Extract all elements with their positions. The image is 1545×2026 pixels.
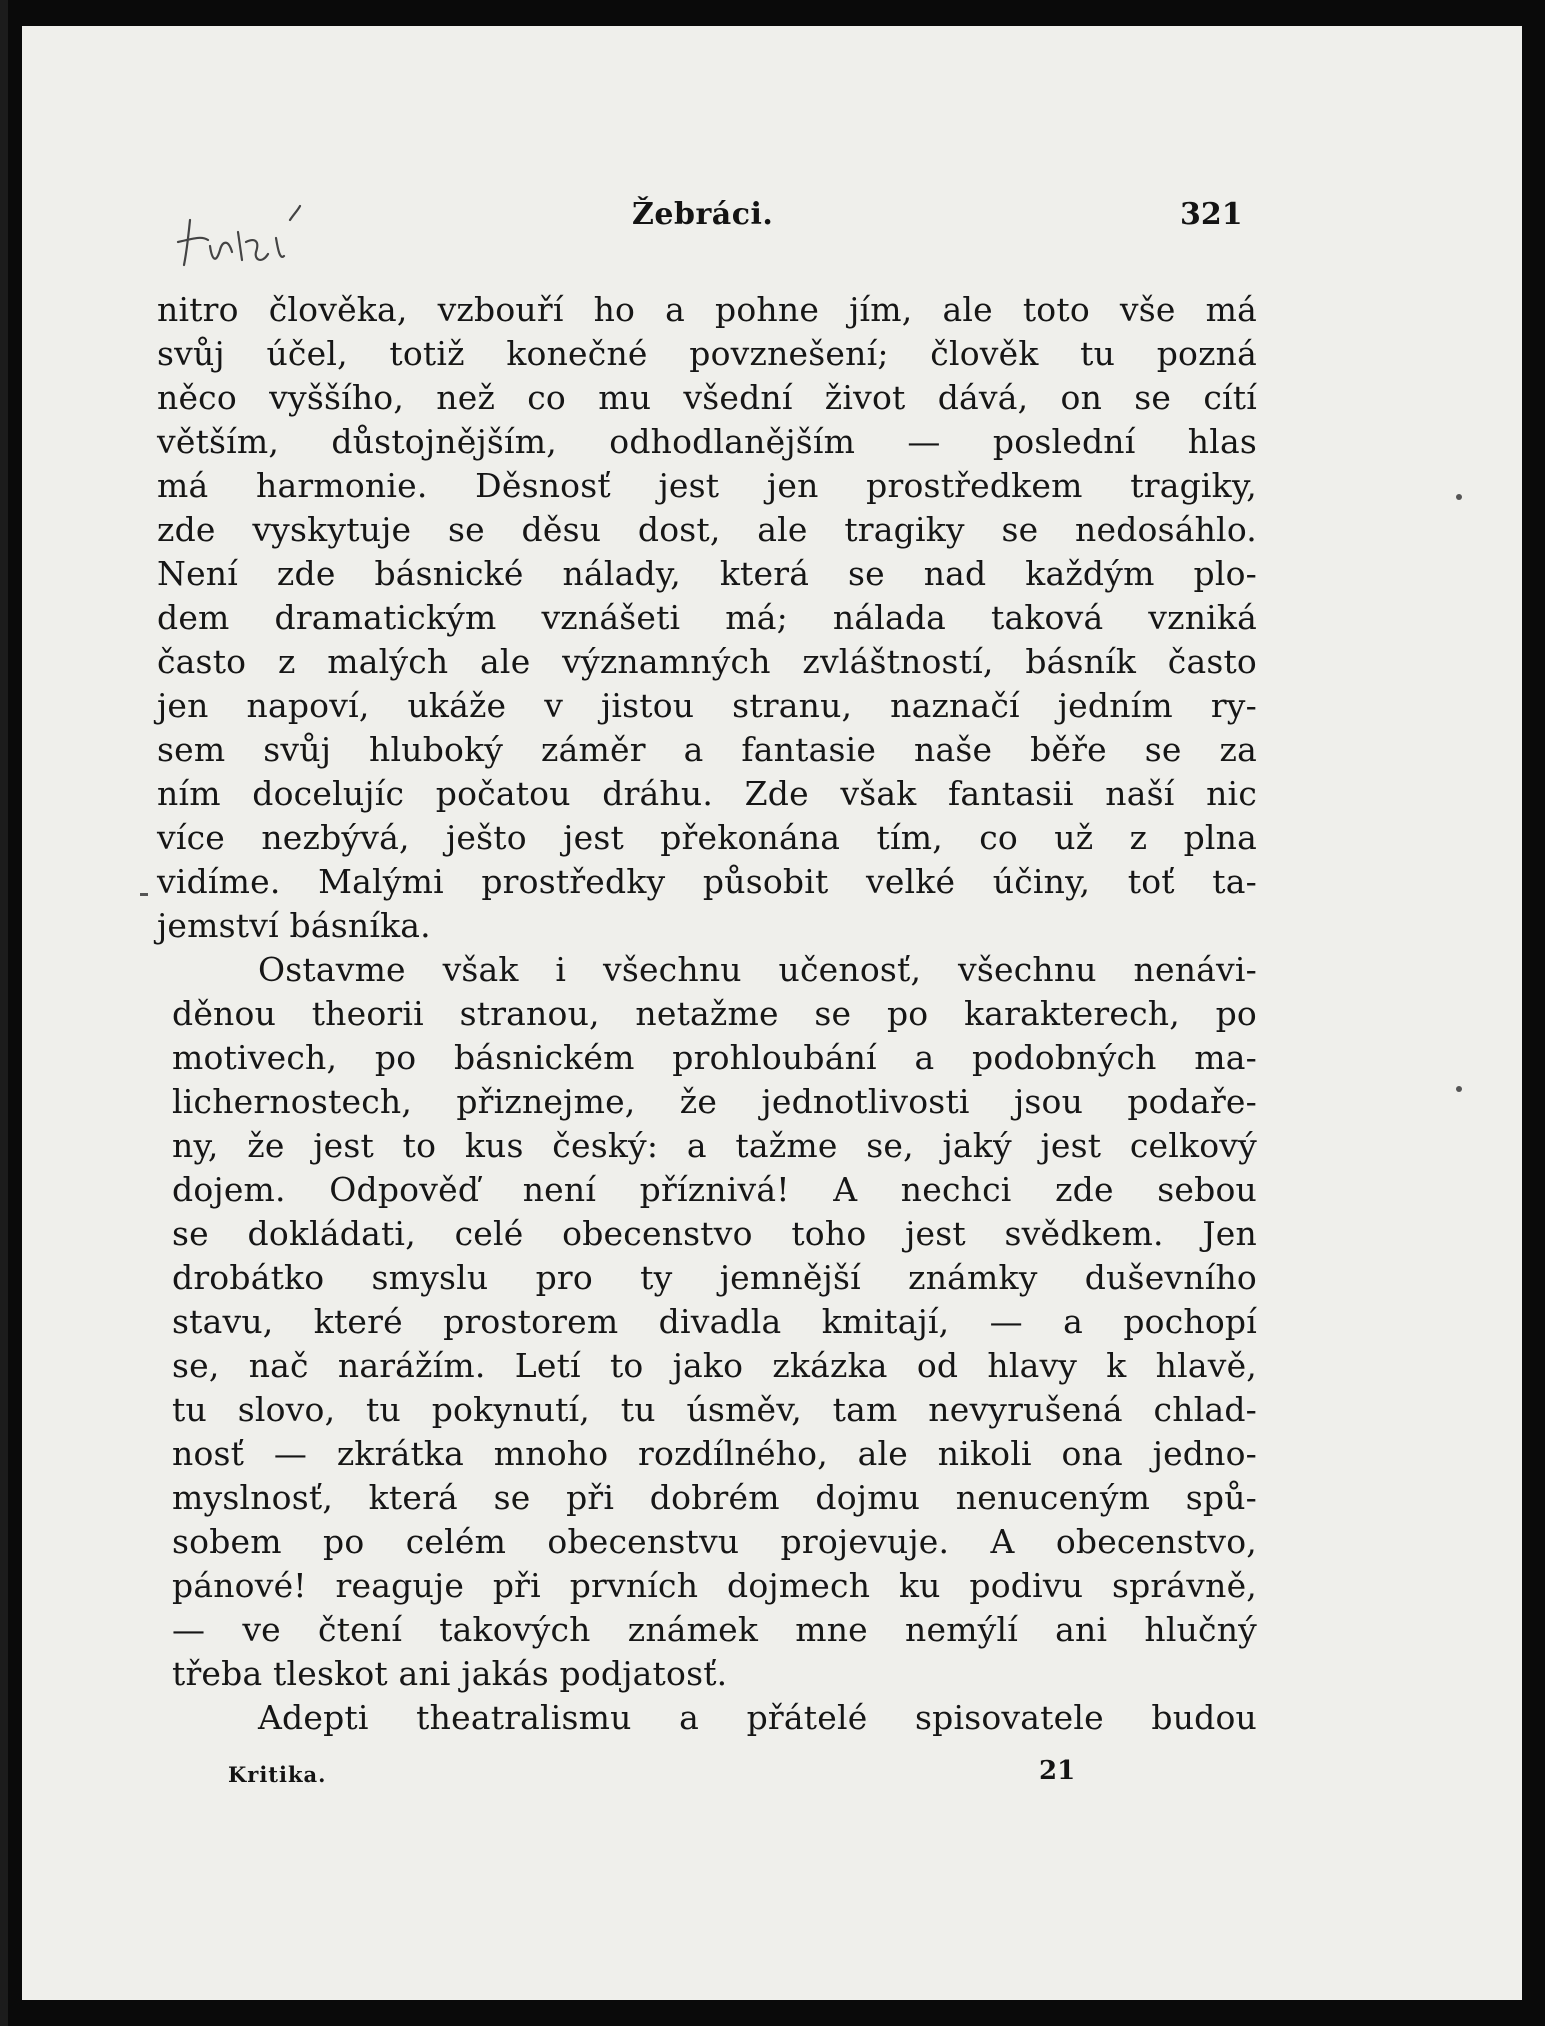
- text-line: Není zde básnické nálady, která se nad každým plo-: [157, 554, 1257, 593]
- margin-dot: [1456, 1086, 1462, 1092]
- text-line: myslnosť, která se při dobrém dojmu nenuceným spů-: [172, 1478, 1257, 1517]
- chapter-title: Žebráci.: [632, 197, 774, 232]
- text-line: drobátko smyslu pro ty jemnější známky duševního: [172, 1258, 1257, 1297]
- text-line: třeba tleskot ani jakás podjatosť.: [172, 1654, 728, 1693]
- text-line: vidíme. Malými prostředky působit velké účiny, toť ta-: [157, 862, 1257, 901]
- text-line: jen napoví, ukáže v jistou stranu, naznačí jedním ry-: [157, 686, 1257, 725]
- text-line: svůj účel, totiž konečné povznešení; člověk tu pozná: [157, 334, 1257, 373]
- margin-tick: [140, 893, 148, 896]
- text-line: lichernostech, přiznejme, že jednotlivosti jsou podaře-: [172, 1082, 1257, 1121]
- text-line: pánové! reaguje při prvních dojmech ku podivu správně,: [172, 1566, 1257, 1605]
- text-line: dem dramatickým vznášeti má; nálada taková vzniká: [157, 598, 1257, 637]
- text-line: více nezbývá, ješto jest překonána tím, co už z plna: [157, 818, 1257, 857]
- text-line: tu slovo, tu pokynutí, tu úsměv, tam nevyrušená chlad-: [172, 1390, 1257, 1429]
- text-line: dojem. Odpověď není příznivá! A nechci zde sebou: [172, 1170, 1257, 1209]
- text-line: ny, že jest to kus český: a tažme se, jaký jest celkový: [172, 1126, 1257, 1165]
- text-line-paragraph-start: Ostavme však i všechnu učenosť, všechnu nenávi-: [258, 950, 1257, 989]
- text-line: často z malých ale významných zvláštností, básník často: [157, 642, 1257, 681]
- text-line: děnou theorii stranou, netažme se po karakterech, po: [172, 994, 1257, 1033]
- text-line: jemství básníka.: [157, 906, 431, 945]
- sheet-number: 21: [1039, 1756, 1076, 1786]
- text-line: nitro člověka, vzbouří ho a pohne jím, ale toto vše má: [157, 290, 1257, 329]
- text-line: sem svůj hluboký záměr a fantasie naše běře se za: [157, 730, 1257, 769]
- text-line: — ve čtení takových známek mne nemýlí ani hlučný: [172, 1610, 1257, 1649]
- text-line: větším, důstojnějším, odhodlanějším — poslední hlas: [157, 422, 1257, 461]
- page-number: 321: [1180, 197, 1243, 232]
- margin-dot: [1456, 494, 1462, 500]
- text-line: ním docelujíc počatou dráhu. Zde však fantasii naší nic: [157, 774, 1257, 813]
- text-line: nosť — zkrátka mnoho rozdílného, ale nikoli ona jedno-: [172, 1434, 1257, 1473]
- signature-mark: Kritika.: [228, 1762, 327, 1787]
- text-line: má harmonie. Děsnosť jest jen prostředkem tragiky,: [157, 466, 1257, 505]
- text-line: zde vyskytuje se děsu dost, ale tragiky se nedosáhlo.: [157, 510, 1257, 549]
- text-line-paragraph-start: Adepti theatralismu a přátelé spisovatele budou: [258, 1698, 1257, 1737]
- text-line: se dokládati, celé obecenstvo toho jest svědkem. Jen: [172, 1214, 1257, 1253]
- text-line: stavu, které prostorem divadla kmitají, — a pochopí: [172, 1302, 1257, 1341]
- text-line: motivech, po básnickém prohloubání a podobných ma-: [172, 1038, 1257, 1077]
- text-line: se, nač narážím. Letí to jako zkázka od hlavy k hlavě,: [172, 1346, 1257, 1385]
- text-line: sobem po celém obecenstvu projevuje. A obecenstvo,: [172, 1522, 1257, 1561]
- text-line: něco vyššího, než co mu všední život dává, on se cítí: [157, 378, 1257, 417]
